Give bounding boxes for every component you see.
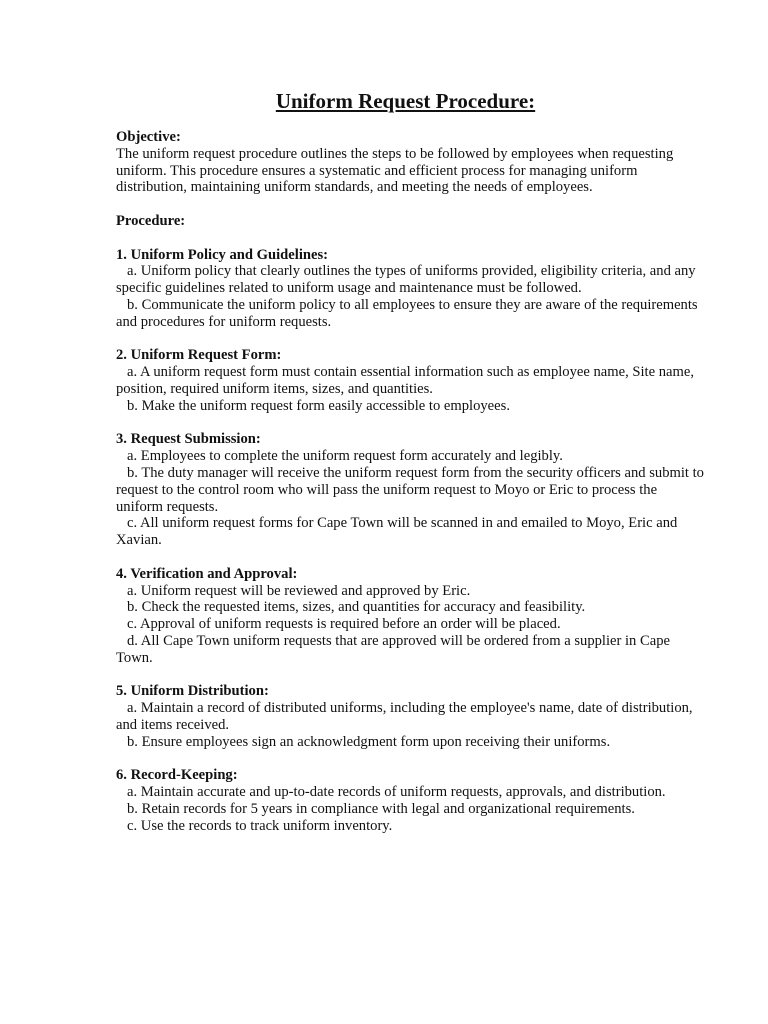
section-verification-approval — [116, 566, 706, 667]
section-heading: 6. Record-Keeping: — [116, 767, 238, 784]
section-item: c. All uniform request forms for Cape Town will be scanned in and emailed to Moyo, Eric and Xavian. — [116, 515, 678, 549]
section-item: a. Uniform request will be reviewed and approved by Eric. — [127, 582, 471, 599]
section-item: b. Retain records for 5 years in compliance with legal and organizational requirements. — [127, 800, 635, 817]
section-item: b. The duty manager will receive the uniform request form from the security officers and submit to request to the control room who will pass the uniform request to Moyo or Eric to process the uniform requests. — [116, 464, 704, 515]
objective-heading: Objective: — [116, 129, 181, 145]
section-item: b. Communicate the uniform policy to all employees to ensure they are aware of the requirements and procedures for uniform requests. — [116, 296, 698, 330]
section-item: a. Uniform policy that clearly outlines the types of uniforms provided, eligibility criteria, and any specific guidelines related to uniform usage and maintenance must be followed. — [116, 263, 696, 297]
section-item: b. Ensure employees sign an acknowledgment form upon receiving their uniforms. — [127, 733, 611, 750]
section-item: b. Check the requested items, sizes, and quantities for accuracy and feasibility. — [127, 599, 586, 616]
section-item: a. Employees to complete the uniform request form accurately and legibly. — [127, 448, 563, 465]
section-item: b. Make the uniform request form easily accessible to employees. — [127, 397, 510, 414]
section-item: a. Maintain accurate and up-to-date records of uniform requests, approvals, and distribution. — [127, 784, 666, 801]
section-heading: 2. Uniform Request Form: — [116, 347, 282, 364]
section-record-keeping — [116, 767, 706, 834]
document-body — [116, 129, 706, 851]
section-request-form — [116, 347, 706, 414]
objective-section — [116, 129, 706, 196]
section-uniform-distribution — [116, 683, 706, 750]
section-heading: 3. Request Submission: — [116, 431, 261, 448]
section-item: d. All Cape Town uniform requests that are approved will be ordered from a supplier in Cape Town. — [116, 632, 670, 666]
section-item: a. Maintain a record of distributed uniforms, including the employee's name, date of distribution, and items received. — [116, 700, 693, 733]
procedure-heading-block — [116, 213, 706, 230]
section-request-submission — [116, 431, 706, 549]
section-item: a. A uniform request form must contain essential information such as employee name, Site name, position, required uniform items, sizes, and quantities. — [116, 364, 694, 397]
objective-text: The uniform request procedure outlines the steps to be followed by employees when requesting uniform. This procedure ensures a systematic and efficient process for managing uniform distribution, maintaining uniform standards, and meeting the needs of employees. — [116, 145, 674, 196]
section-heading: 5. Uniform Distribution: — [116, 683, 269, 700]
section-uniform-policy — [116, 247, 706, 331]
procedure-heading: Procedure: — [116, 212, 186, 229]
section-heading: 4. Verification and Approval: — [116, 565, 298, 582]
page-title: Uniform Request Procedure: — [275, 89, 536, 113]
section-item: c. Approval of uniform requests is required before an order will be placed. — [127, 616, 561, 633]
section-item: c. Use the records to track uniform inventory. — [127, 817, 393, 834]
section-heading: 1. Uniform Policy and Guidelines: — [116, 246, 329, 263]
